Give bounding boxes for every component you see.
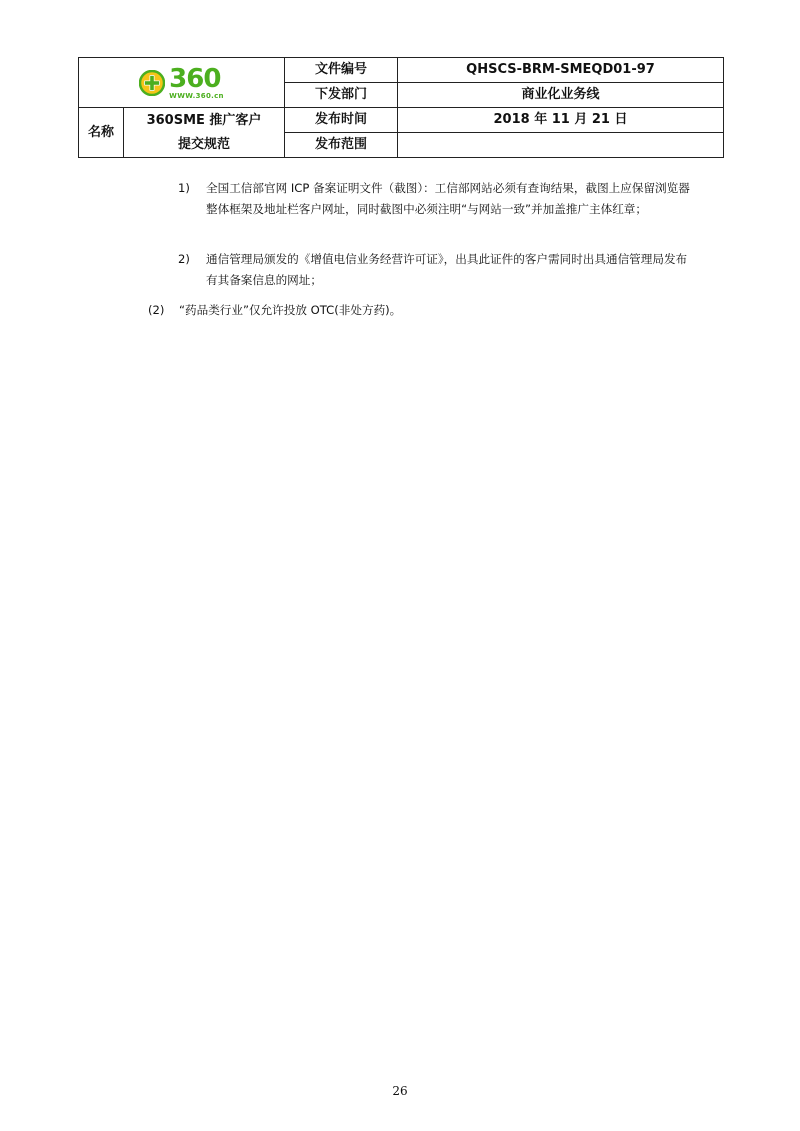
logo-brand-number: 360 bbox=[169, 64, 221, 94]
field-value-department: 商业化业务线 bbox=[398, 83, 724, 108]
field-value-scope bbox=[398, 133, 724, 158]
logo-cell bbox=[79, 58, 285, 108]
logo-brand-url: WWW.360.cn bbox=[169, 92, 224, 100]
field-label-publish-date: 发布时间 bbox=[285, 108, 398, 133]
field-value-publish-date: 2018 年 11 月 21 日 bbox=[398, 108, 724, 133]
document-title-line1: 360SME 推广客户 bbox=[146, 112, 262, 128]
document-title-line2: 提交规范 bbox=[177, 136, 230, 152]
field-label-department: 下发部门 bbox=[285, 83, 398, 108]
list-item-number: 2) bbox=[178, 252, 190, 266]
field-label-doc-number: 文件编号 bbox=[285, 58, 398, 83]
company-logo bbox=[139, 66, 224, 100]
list-item-text: 全国工信部官网 ICP 备案证明文件（截图）：工信部网站必须有查询结果，截图上应保留浏览器整体框架及地址栏客户网址，同时截图中必须注明“与网站一致”并加盖推广主体红章； bbox=[206, 181, 690, 216]
document-title-cell bbox=[124, 108, 285, 158]
document-header-table bbox=[78, 57, 724, 158]
field-label-scope: 发布范围 bbox=[285, 133, 398, 158]
list-item-text: “药品类行业”仅允许投放 OTC(非处方药)。 bbox=[179, 303, 402, 317]
field-value-doc-number: QHSCS-BRM-SMEQD01-97 bbox=[398, 58, 724, 83]
page-number: 26 bbox=[392, 1084, 408, 1098]
list-item-text: 通信管理局颁发的《增值电信业务经营许可证》，出具此证件的客户需同时出具通信管理局发布有其备案信息的网址； bbox=[206, 252, 688, 287]
name-label: 名称 bbox=[79, 108, 124, 158]
logo-plus-icon bbox=[139, 70, 165, 96]
list-item-number: (2) bbox=[148, 303, 165, 317]
list-item-number: 1) bbox=[178, 181, 190, 195]
